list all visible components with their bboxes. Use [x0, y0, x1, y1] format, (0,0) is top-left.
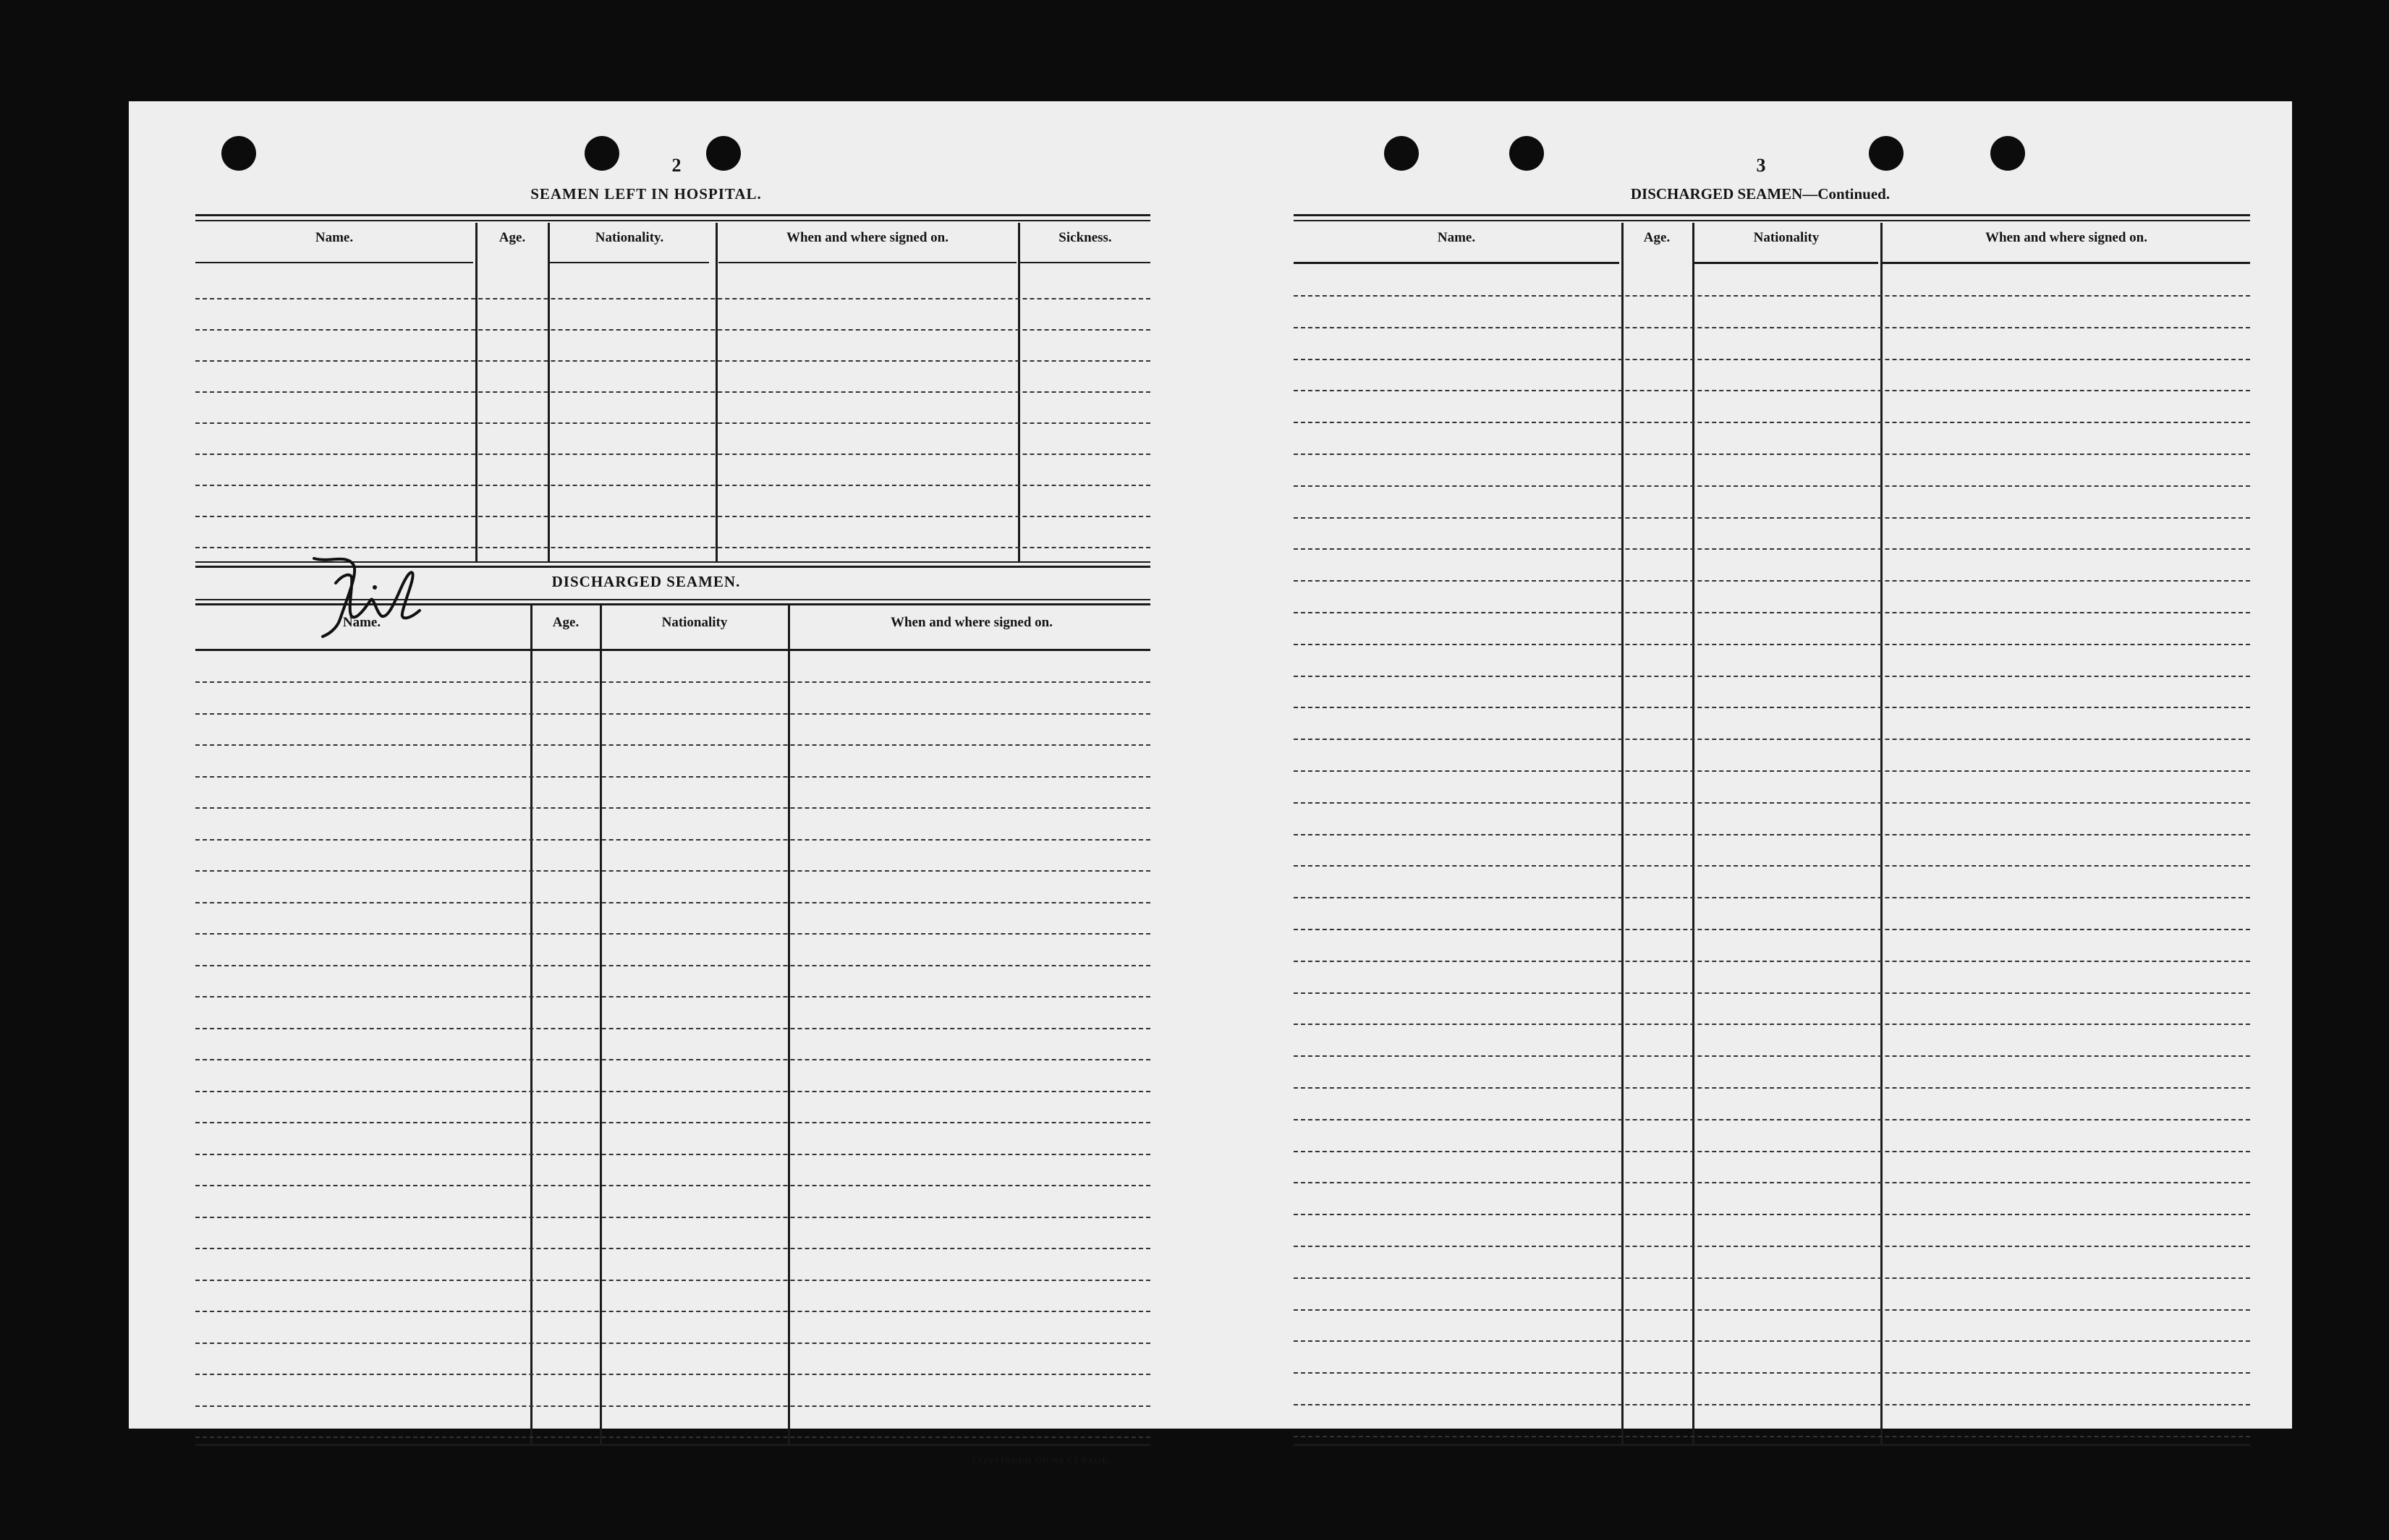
discharged-col-age: Age. [552, 615, 580, 630]
table-row [1294, 929, 2250, 930]
table-row [1294, 1246, 2250, 1247]
table-row [1294, 612, 2250, 613]
table-row [1294, 739, 2250, 740]
table-row [195, 329, 1150, 331]
divider [195, 1444, 1150, 1446]
table-row [195, 454, 1150, 455]
column-divider [530, 605, 532, 1445]
table-row [1294, 1182, 2250, 1183]
table-row [1294, 1087, 2250, 1089]
table-row [195, 422, 1150, 424]
column-divider [716, 223, 718, 563]
table-row [195, 360, 1150, 362]
table-row [1294, 359, 2250, 360]
left-page-number: 2 [671, 155, 682, 176]
table-row [195, 996, 1150, 997]
punch-hole [1990, 136, 2025, 171]
table-row [1294, 865, 2250, 867]
table-row [195, 1437, 1150, 1438]
table-row [1294, 1277, 2250, 1279]
discharged-col-name: Name. [342, 615, 381, 630]
table-row [1294, 834, 2250, 835]
table-row [1294, 422, 2250, 423]
punch-hole [1869, 136, 1904, 171]
table-row [1294, 770, 2250, 772]
punch-hole [221, 136, 256, 171]
divider [195, 220, 1150, 221]
column-divider [475, 223, 478, 563]
table-row [195, 713, 1150, 715]
table-row [1294, 707, 2250, 708]
divider [1020, 262, 1150, 263]
handwritten-nil [308, 541, 453, 650]
punch-hole [1384, 136, 1419, 171]
divider [1294, 214, 2250, 216]
table-row [1294, 327, 2250, 328]
hospital-col-nationality: Nationality. [595, 230, 664, 245]
table-row [195, 870, 1150, 872]
right-col-nationality: Nationality [1753, 230, 1820, 245]
table-row [1294, 517, 2250, 519]
column-divider [600, 605, 602, 1445]
right-page-number: 3 [1756, 155, 1766, 176]
right-col-signed-on: When and where signed on. [1985, 230, 2147, 245]
table-row [195, 1405, 1150, 1407]
discharged-col-signed-on: When and where signed on. [890, 615, 1053, 630]
table-row [195, 807, 1150, 809]
punch-hole [585, 136, 619, 171]
table-row [195, 1154, 1150, 1155]
table-row [195, 1374, 1150, 1375]
table-row [1294, 1309, 2250, 1311]
table-row [1294, 1151, 2250, 1152]
divider [1883, 262, 2250, 264]
table-row [195, 839, 1150, 841]
discharged-col-nationality: Nationality [661, 615, 728, 630]
table-row [195, 1217, 1150, 1218]
table-row [1294, 1024, 2250, 1025]
table-row [195, 933, 1150, 935]
table-row [195, 965, 1150, 966]
right-col-age: Age. [1643, 230, 1671, 245]
punch-hole [1509, 136, 1544, 171]
table-row [195, 1091, 1150, 1092]
table-row [1294, 485, 2250, 487]
table-row [1294, 1340, 2250, 1342]
column-divider [548, 223, 550, 563]
table-row [195, 1185, 1150, 1186]
hospital-col-signed-on: When and where signed on. [786, 230, 949, 245]
table-row [1294, 961, 2250, 962]
divider [550, 262, 709, 263]
document-sheet [129, 101, 2292, 1465]
table-row [195, 1122, 1150, 1123]
table-row [1294, 992, 2250, 994]
table-row [195, 1059, 1150, 1060]
divider [1294, 262, 1619, 264]
table-row [195, 1311, 1150, 1312]
hospital-col-name: Name. [315, 230, 354, 245]
hospital-section-title: SEAMEN LEFT IN HOSPITAL. [530, 185, 762, 203]
table-row [1294, 1404, 2250, 1405]
table-row [195, 681, 1150, 683]
table-row [1294, 454, 2250, 455]
table-row [1294, 1119, 2250, 1120]
divider [718, 262, 1017, 263]
column-divider [1018, 223, 1020, 563]
table-row [195, 485, 1150, 486]
table-row [195, 902, 1150, 903]
table-row [1294, 580, 2250, 582]
table-row [1294, 1055, 2250, 1057]
table-row [1294, 548, 2250, 550]
table-row [1294, 897, 2250, 898]
hospital-col-sickness: Sickness. [1058, 230, 1112, 245]
table-row [1294, 676, 2250, 677]
table-row [195, 391, 1150, 393]
table-row [195, 1343, 1150, 1344]
table-row [195, 744, 1150, 746]
divider [1294, 220, 2250, 221]
table-row [1294, 644, 2250, 645]
column-divider [788, 605, 790, 1445]
table-row [195, 516, 1150, 517]
hospital-col-age: Age. [498, 230, 526, 245]
table-row [195, 776, 1150, 778]
continued-note: CONTINUED ON NEXT PAGE. [972, 1455, 1111, 1465]
table-row [1294, 1372, 2250, 1374]
table-row [1294, 802, 2250, 804]
divider [195, 262, 473, 263]
table-row [1294, 1214, 2250, 1215]
discharged-section-title: DISCHARGED SEAMEN. [551, 573, 741, 590]
table-row [195, 1028, 1150, 1029]
divider [195, 214, 1150, 216]
table-row [195, 1248, 1150, 1249]
table-row [1294, 1436, 2250, 1437]
table-row [195, 1280, 1150, 1281]
divider [1694, 262, 1878, 264]
right-col-name: Name. [1437, 230, 1476, 245]
divider [1294, 1444, 2250, 1446]
table-row [1294, 390, 2250, 391]
table-row [1294, 295, 2250, 297]
table-row [195, 298, 1150, 299]
right-discharged-title: DISCHARGED SEAMEN—Continued. [1630, 185, 1891, 203]
